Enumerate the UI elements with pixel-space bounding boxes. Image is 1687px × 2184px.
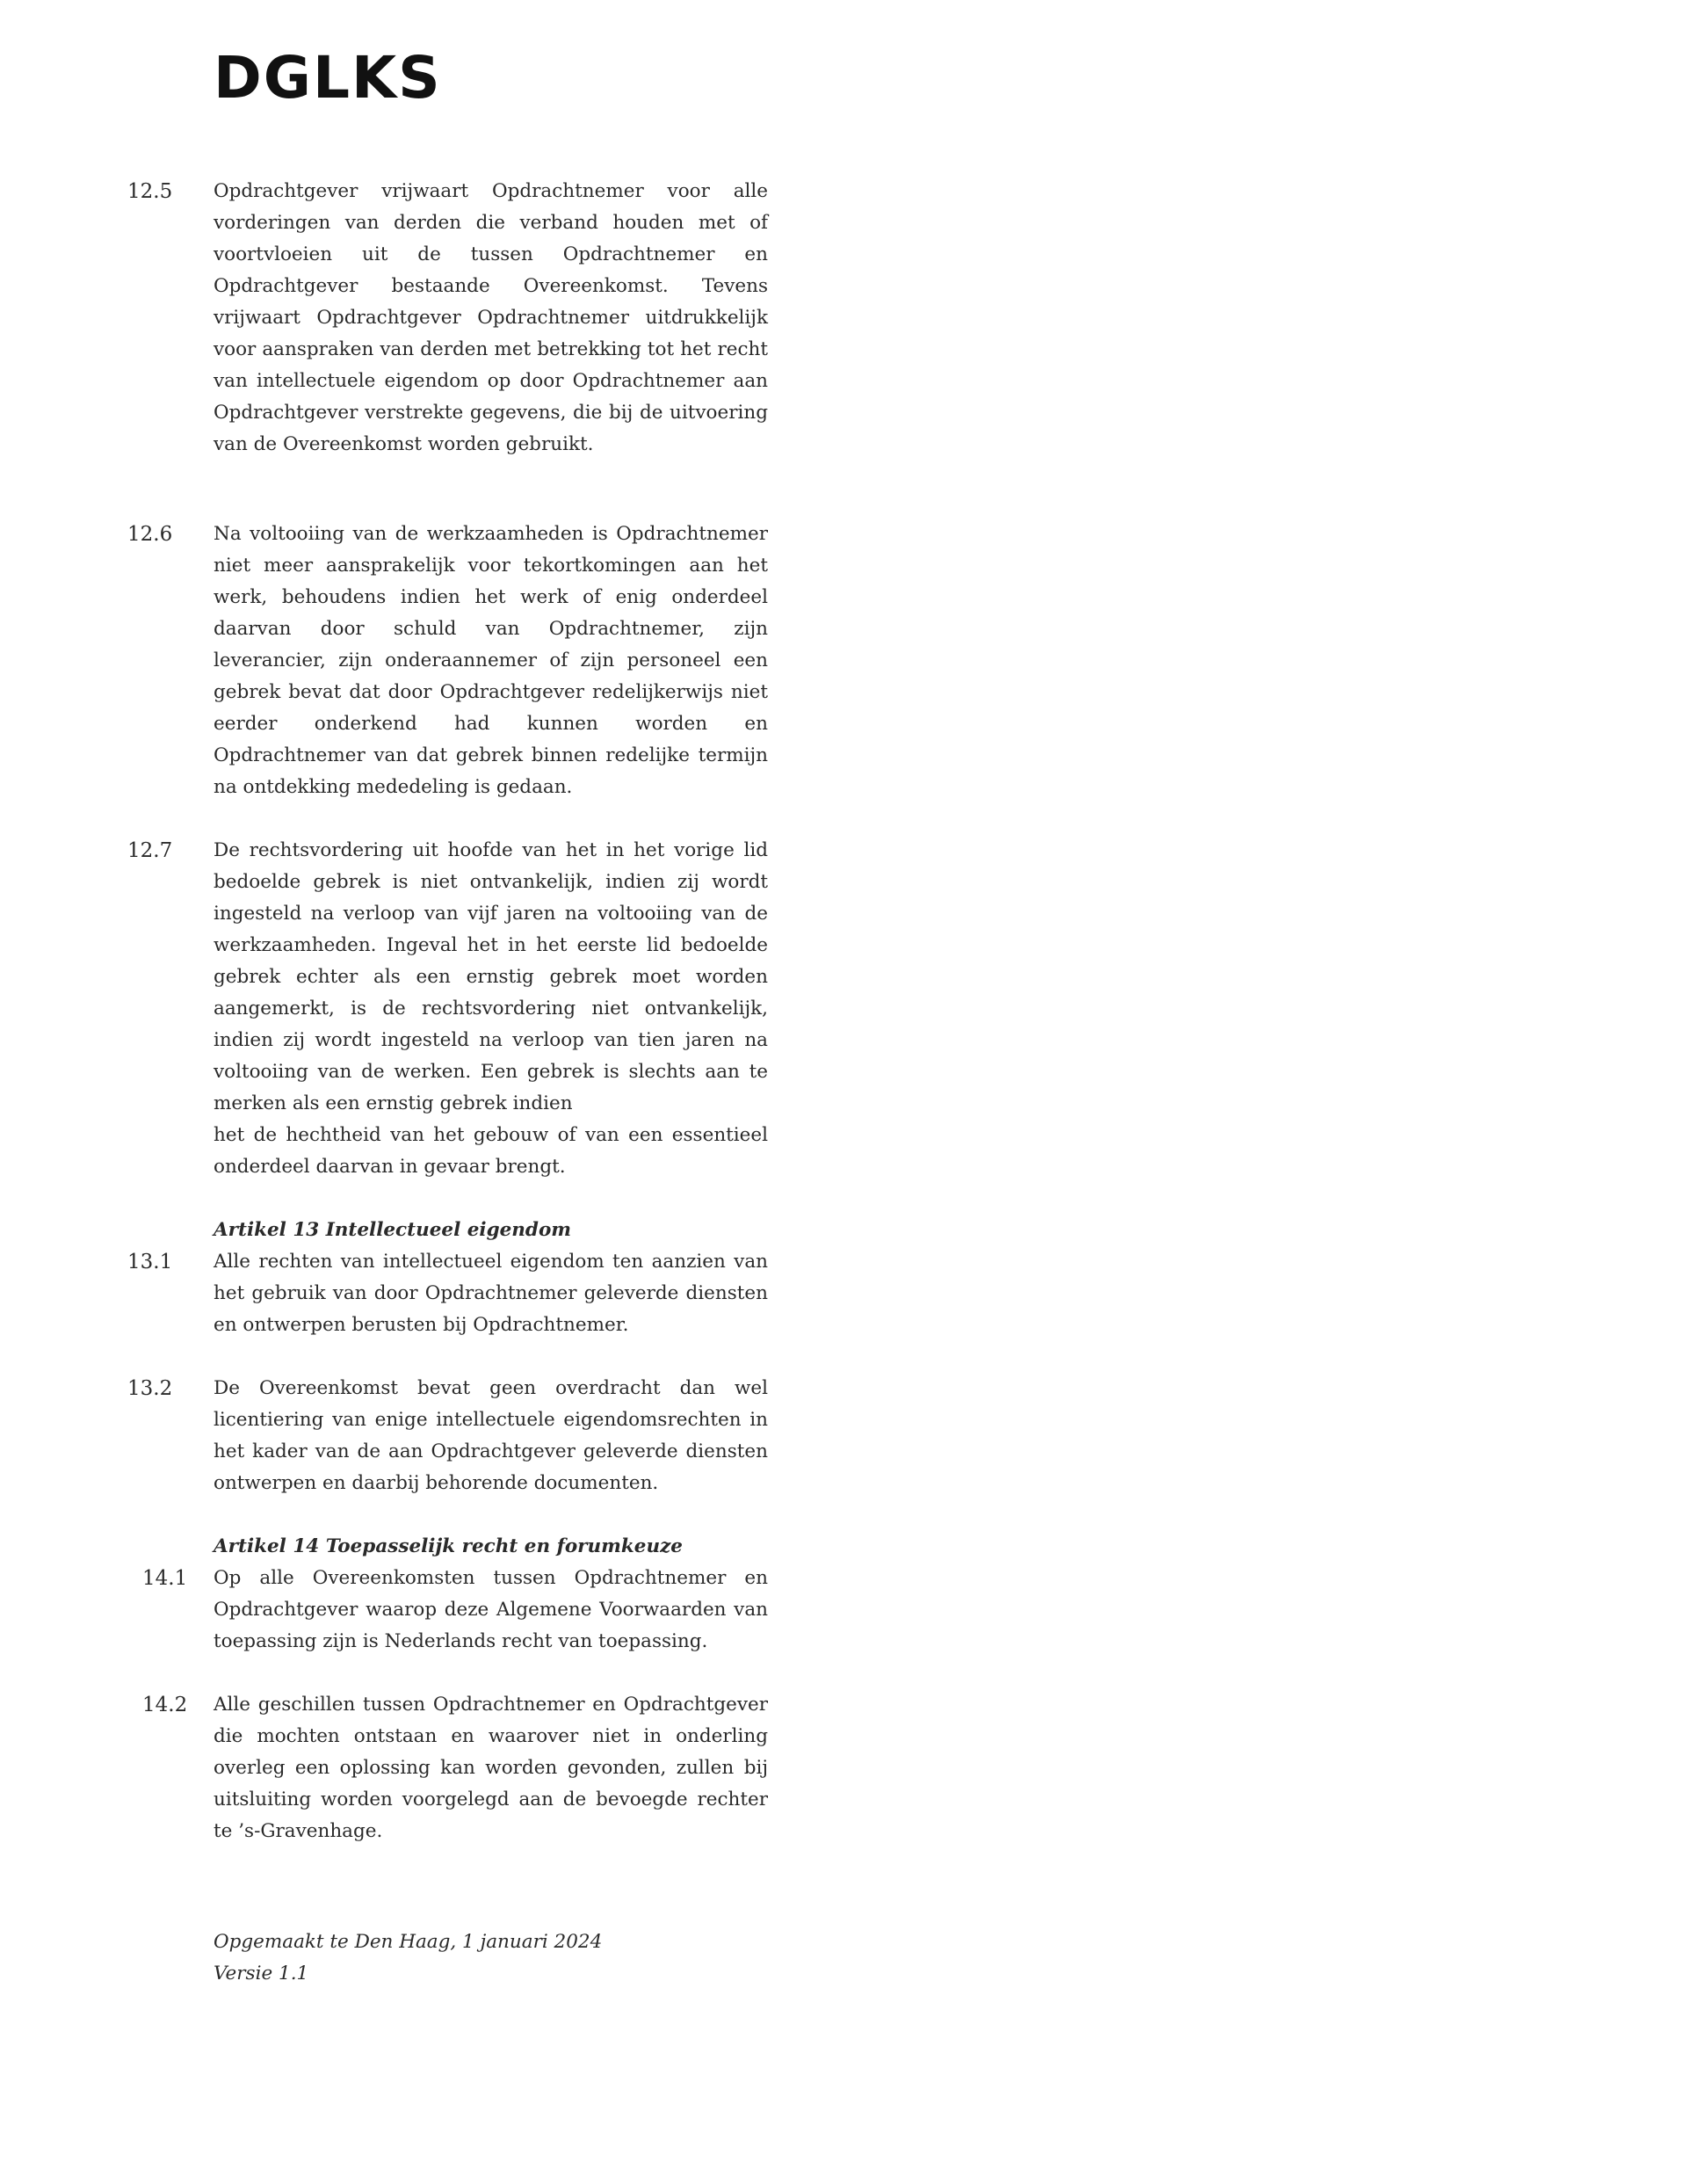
clause-number: 14.2 [142, 1694, 188, 1716]
clause-text: De Overeenkomst bevat geen overdracht dan wel licentiering van enige intellectuele eigendomsrechten in het kader van de aan Opdrachtgever geleverde diensten ontwerpen en daarbij behorende documenten. [214, 1377, 768, 1494]
article-14 [0, 1531, 1687, 1563]
clause-13-1 [0, 1246, 1687, 1341]
article-heading: Artikel 13 Intellectueel eigendom [214, 1219, 572, 1241]
clause-number: 12.5 [127, 180, 173, 203]
clause-text: Alle rechten van intellectueel eigendom ten aanzien van het gebruik van door Opdrachtnemer geleverde diensten en ontwerpen berusten bij Opdrachtnemer. [214, 1251, 768, 1336]
clause-number: 12.7 [127, 839, 173, 862]
clause-14-1 [0, 1563, 1687, 1658]
clause-12-5 [0, 176, 1687, 461]
clause-12-7 [0, 835, 1687, 1183]
document-body [0, 176, 1687, 1990]
article-heading: Artikel 14 Toepasselijk recht en forumkeuze [214, 1535, 683, 1557]
clause-number: 13.1 [127, 1251, 173, 1273]
clause-12-6 [0, 519, 1687, 803]
article-13 [0, 1215, 1687, 1246]
footer-version: Versie 1.1 [214, 1963, 309, 1984]
clause-text-continued: het de hechtheid van het gebouw of van een essentieel onderdeel daarvan in gevaar brengt. [214, 1124, 768, 1178]
clause-text: Na voltooiing van de werkzaamheden is Opdrachtnemer niet meer aansprakelijk voor tekortkomingen aan het werk, behoudens indien het werk of enig onderdeel daarvan door schuld van Opdrachtnemer, zijn leverancier, zijn onderaannemer of zijn personeel een gebrek bevat dat door Opdrachtgever redelijkerwijs niet eerder onderkend had kunnen worden en Opdrachtnemer van dat gebrek binnen redelijke termijn na ontdekking mededeling is gedaan. [214, 523, 768, 798]
clause-text: Op alle Overeenkomsten tussen Opdrachtnemer en Opdrachtgever waarop deze Algemene Voorwaarden van toepassing zijn is Nederlands recht van toepassing. [214, 1567, 768, 1652]
clause-text: Opdrachtgever vrijwaart Opdrachtnemer voor alle vorderingen van derden die verband houden met of voortvloeien uit de tussen Opdrachtnemer en Opdrachtgever bestaande Overeenkomst. Tevens vrijwaart Opdrachtgever Opdrachtnemer uitdrukkelijk voor aanspraken van derden met betrekking tot het recht van intellectuele eigendom op door Opdrachtnemer aan Opdrachtgever verstrekte gegevens, die bij de uitvoering van de Overeenkomst worden gebruikt. [214, 180, 768, 455]
clause-text: Alle geschillen tussen Opdrachtnemer en Opdrachtgever die mochten ontstaan en waarover niet in onderling overleg een oplossing kan worden gevonden, zullen bij uitsluiting worden voorgelegd aan de bevoegde rechter te ’s-Gravenhage. [214, 1694, 768, 1842]
clause-13-2 [0, 1373, 1687, 1499]
clause-text: De rechtsvordering uit hoofde van het in het vorige lid bedoelde gebrek is niet ontvankelijk, indien zij wordt ingesteld na verloop van vijf jaren na voltooiing van de werkzaamheden. Ingeval het in het eerste lid bedoelde gebrek echter als een ernstig gebrek moet worden aangemerkt, is de rechtsvordering niet ontvankelijk, indien zij wordt ingesteld na verloop van tien jaren na voltooiing van de werken. Een gebrek is slechts aan te merken als een ernstig gebrek indien [214, 839, 768, 1114]
clause-number: 14.1 [142, 1567, 188, 1590]
clause-number: 13.2 [127, 1377, 173, 1400]
company-logo: DGLKS [214, 44, 442, 112]
clause-14-2 [0, 1689, 1687, 1847]
clause-number: 12.6 [127, 523, 173, 546]
footer-place-date: Opgemaakt te Den Haag, 1 januari 2024 [214, 1931, 603, 1953]
